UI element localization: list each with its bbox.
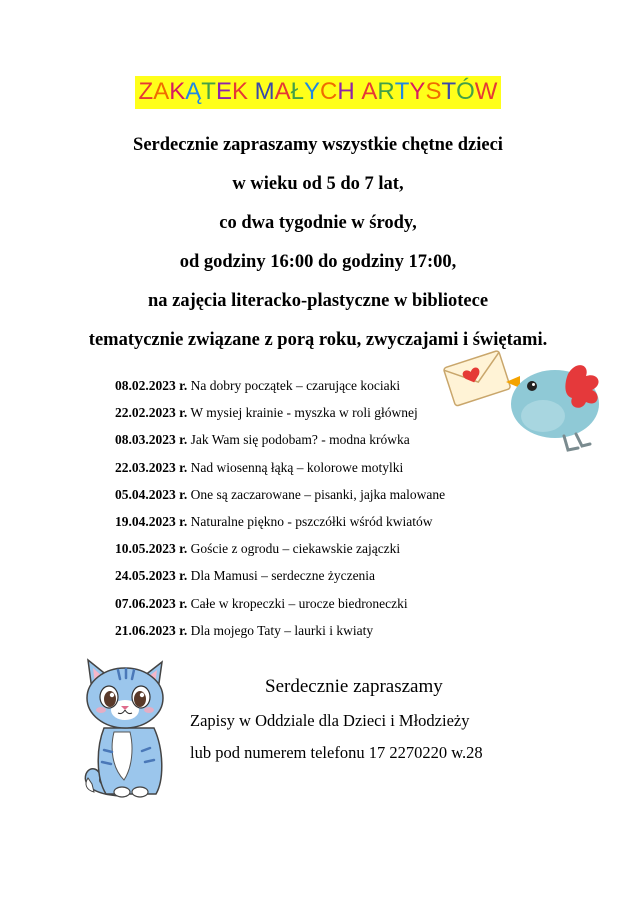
schedule-item <box>115 590 535 617</box>
footer-line: Zapisy w Oddziale dla Dzieci i Młodzieży <box>190 711 470 730</box>
schedule-topic: One są zaczarowane – pisanki, jajka malowane <box>187 486 446 502</box>
cat-illustration <box>74 650 174 805</box>
title-letter: E <box>215 78 232 105</box>
title-letter: Ą <box>185 78 202 105</box>
bird-with-letter-icon <box>440 344 612 461</box>
title-letter: A <box>274 78 291 105</box>
intro-block <box>0 126 636 360</box>
schedule-item <box>115 617 535 644</box>
schedule-date: 21.06.2023 r. <box>115 622 188 638</box>
schedule-topic: W mysiej krainie - myszka w roli głównej <box>187 405 418 421</box>
schedule-date: 08.03.2023 r. <box>115 432 188 448</box>
title-letter: Y <box>304 78 321 105</box>
schedule-topic: Naturalne piękno - pszczółki wśród kwiatów <box>187 514 433 530</box>
title-letter: Y <box>409 78 426 105</box>
schedule-topic: Na dobry początek – czarujące kociaki <box>187 378 401 393</box>
title-letter <box>355 77 362 107</box>
schedule-topic: Dla Mamusi – serdeczne życzenia <box>187 568 376 584</box>
title-letter: M <box>254 78 275 105</box>
schedule-topic: Całe w kropeczki – urocze biedroneczki <box>187 595 408 611</box>
intro-line: co dwa tygodnie w środy, <box>219 213 417 233</box>
schedule-date: 10.05.2023 r. <box>115 541 188 557</box>
title-letter: K <box>169 78 186 105</box>
title-letter: A <box>153 78 170 105</box>
footer-title: Serdecznie zapraszamy <box>265 676 443 697</box>
title-letter <box>248 77 255 107</box>
schedule-item <box>115 535 535 562</box>
schedule-date: 05.04.2023 r. <box>115 486 188 502</box>
schedule-date: 22.02.2023 r. <box>115 405 188 421</box>
title-letter: S <box>425 78 442 105</box>
schedule-topic: Goście z ogrodu – ciekawskie zajączki <box>187 541 401 557</box>
title-letter: A <box>361 78 378 105</box>
intro-line: od godziny 16:00 do godziny 17:00, <box>179 252 457 272</box>
intro-line: na zajęcia literacko-plastyczne w bibliotece <box>147 291 489 311</box>
title-letter: Ó <box>456 78 475 105</box>
title-wrap <box>0 76 636 109</box>
intro-line: Serdecznie zapraszamy wszystkie chętne dzieci <box>133 135 503 155</box>
title-letter: C <box>320 78 338 105</box>
title-letter: T <box>394 78 410 105</box>
poster-title <box>135 76 502 109</box>
schedule-topic: Nad wiosenną łąką – kolorowe motylki <box>187 459 404 475</box>
title-letter: W <box>474 78 498 105</box>
title-letter: R <box>377 78 395 105</box>
schedule-item <box>115 481 535 508</box>
schedule-date: 22.03.2023 r. <box>115 459 188 475</box>
intro-line: tematycznie związane z porą roku, zwyczajami i świętami. <box>88 330 548 350</box>
title-letter: T <box>441 78 457 105</box>
title-letter: Ł <box>290 78 305 105</box>
schedule-item <box>115 508 535 535</box>
title-letter: H <box>337 78 355 105</box>
schedule-date: 24.05.2023 r. <box>115 568 188 584</box>
title-letter: Z <box>138 78 154 105</box>
title-letter: T <box>201 78 216 105</box>
footer-line: lub pod numerem telefonu 17 2270220 w.28 <box>190 743 483 762</box>
schedule-topic: Jak Wam się podobam? - modna krówka <box>187 432 410 448</box>
intro-line: w wieku od 5 do 7 lat, <box>232 174 404 194</box>
footer-block <box>190 672 610 769</box>
schedule-date: 08.02.2023 r. <box>115 378 188 393</box>
schedule-date: 19.04.2023 r. <box>115 514 188 530</box>
schedule-date: 07.06.2023 r. <box>115 595 188 611</box>
schedule-topic: Dla mojego Taty – laurki i kwiaty <box>187 622 374 638</box>
title-letter: K <box>231 78 248 105</box>
schedule-item <box>115 562 535 589</box>
